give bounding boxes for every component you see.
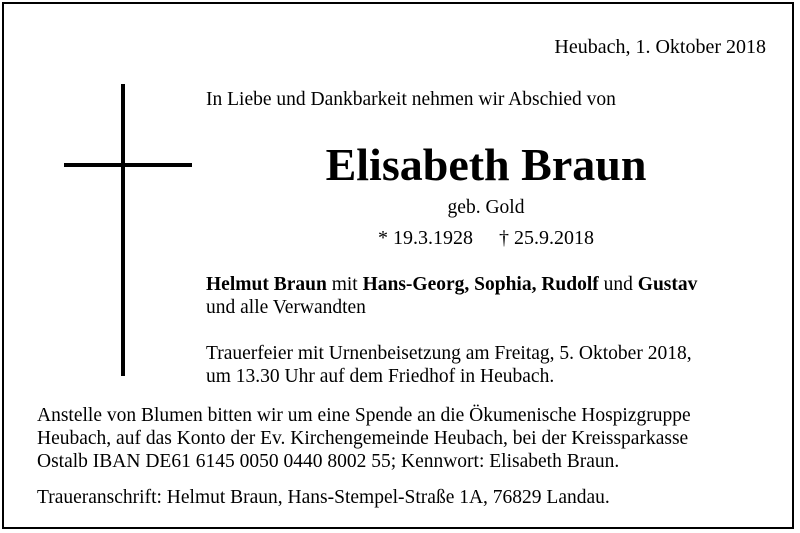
place-date: Heubach, 1. Oktober 2018 — [554, 36, 766, 58]
life-dates — [206, 227, 766, 250]
deceased-name: Elisabeth Braun — [325, 139, 647, 190]
donation-line-2: Heubach, auf das Konto der Ev. Kirchengemeinde Heubach, bei der Kreissparkasse — [37, 428, 689, 449]
funeral-line-1: Trauerfeier mit Urnenbeisetzung am Freitag, 5. Oktober 2018, — [206, 343, 692, 364]
relatives-line: und alle Verwandten — [206, 297, 366, 318]
family-name-2: Hans-Georg, Sophia, Rudolf — [362, 274, 599, 295]
funeral-line-2: um 13.30 Uhr auf dem Friedhof in Heubach. — [206, 366, 555, 387]
family-connector-1: mit — [326, 274, 363, 295]
birth-date: * 19.3.1928 — [378, 227, 473, 249]
donation-line-3: Ostalb IBAN DE61 6145 0050 0440 8002 55; Kennwort: Elisabeth Braun. — [37, 451, 620, 472]
death-date: † 25.9.2018 — [499, 227, 594, 249]
cross-icon — [60, 84, 196, 376]
mourning-address: Traueranschrift: Helmut Braun, Hans-Stempel-Straße 1A, 76829 Landau. — [37, 487, 610, 508]
family-connector-2: und — [598, 274, 638, 295]
family-line — [206, 274, 697, 296]
maiden-name: geb. Gold — [447, 197, 525, 218]
donation-line-1: Anstelle von Blumen bitten wir um eine Spende an die Ökumenische Hospizgruppe — [37, 405, 691, 426]
intro-text: In Liebe und Dankbarkeit nehmen wir Abschied von — [206, 89, 616, 110]
family-name-1: Helmut Braun — [206, 274, 327, 295]
family-name-3: Gustav — [637, 274, 698, 295]
